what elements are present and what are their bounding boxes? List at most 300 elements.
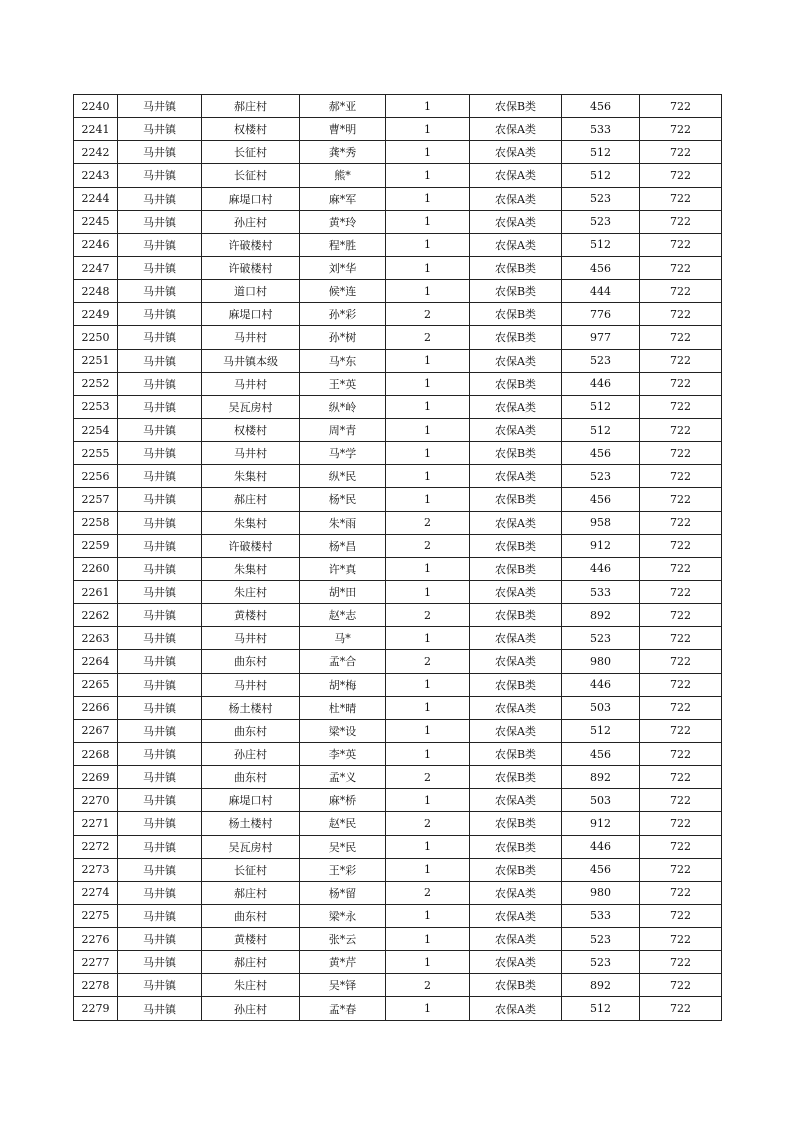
village-cell: 长征村 <box>202 858 300 881</box>
village-cell: 麻堤口村 <box>202 187 300 210</box>
insurance-category-cell: 农保A类 <box>470 997 562 1020</box>
town-cell: 马井镇 <box>118 534 202 557</box>
serial-number-cell: 2268 <box>74 742 118 765</box>
town-cell: 马井镇 <box>118 604 202 627</box>
amount-cell: 912 <box>562 534 640 557</box>
name-cell: 周*青 <box>300 418 386 441</box>
household-size-cell: 2 <box>386 881 470 904</box>
unit-cell: 722 <box>640 187 722 210</box>
table-row <box>74 372 722 395</box>
unit-cell: 722 <box>640 650 722 673</box>
insurance-category-cell: 农保B类 <box>470 442 562 465</box>
town-cell: 马井镇 <box>118 673 202 696</box>
amount-cell: 512 <box>562 395 640 418</box>
household-size-cell: 1 <box>386 418 470 441</box>
serial-number-cell: 2265 <box>74 673 118 696</box>
name-cell: 胡*梅 <box>300 673 386 696</box>
unit-cell: 722 <box>640 696 722 719</box>
unit-cell: 722 <box>640 997 722 1020</box>
amount-cell: 446 <box>562 835 640 858</box>
household-size-cell: 2 <box>386 650 470 673</box>
amount-cell: 958 <box>562 511 640 534</box>
town-cell: 马井镇 <box>118 326 202 349</box>
table-row <box>74 696 722 719</box>
household-size-cell: 1 <box>386 372 470 395</box>
table-row <box>74 974 722 997</box>
village-cell: 朱庄村 <box>202 580 300 603</box>
serial-number-cell: 2245 <box>74 210 118 233</box>
village-cell: 长征村 <box>202 164 300 187</box>
name-cell: 孙*树 <box>300 326 386 349</box>
household-size-cell: 1 <box>386 835 470 858</box>
beneficiary-table <box>73 94 722 1021</box>
unit-cell: 722 <box>640 534 722 557</box>
unit-cell: 722 <box>640 349 722 372</box>
household-size-cell: 1 <box>386 95 470 118</box>
amount-cell: 533 <box>562 580 640 603</box>
village-cell: 郝庄村 <box>202 951 300 974</box>
unit-cell: 722 <box>640 627 722 650</box>
unit-cell: 722 <box>640 673 722 696</box>
table-row <box>74 465 722 488</box>
serial-number-cell: 2256 <box>74 465 118 488</box>
village-cell: 郝庄村 <box>202 881 300 904</box>
unit-cell: 722 <box>640 95 722 118</box>
household-size-cell: 2 <box>386 511 470 534</box>
village-cell: 黄楼村 <box>202 928 300 951</box>
household-size-cell: 1 <box>386 928 470 951</box>
unit-cell: 722 <box>640 789 722 812</box>
town-cell: 马井镇 <box>118 997 202 1020</box>
unit-cell: 722 <box>640 418 722 441</box>
insurance-category-cell: 农保A类 <box>470 418 562 441</box>
name-cell: 马* <box>300 627 386 650</box>
name-cell: 胡*田 <box>300 580 386 603</box>
unit-cell: 722 <box>640 835 722 858</box>
village-cell: 马井村 <box>202 627 300 650</box>
table-row <box>74 488 722 511</box>
household-size-cell: 2 <box>386 604 470 627</box>
unit-cell: 722 <box>640 118 722 141</box>
table-row <box>74 326 722 349</box>
unit-cell: 722 <box>640 974 722 997</box>
village-cell: 道口村 <box>202 280 300 303</box>
town-cell: 马井镇 <box>118 742 202 765</box>
unit-cell: 722 <box>640 742 722 765</box>
name-cell: 许*真 <box>300 557 386 580</box>
insurance-category-cell: 农保A类 <box>470 395 562 418</box>
insurance-category-cell: 农保A类 <box>470 141 562 164</box>
unit-cell: 722 <box>640 210 722 233</box>
serial-number-cell: 2241 <box>74 118 118 141</box>
village-cell: 黄楼村 <box>202 604 300 627</box>
village-cell: 权楼村 <box>202 418 300 441</box>
table-row <box>74 789 722 812</box>
insurance-category-cell: 农保B类 <box>470 742 562 765</box>
insurance-category-cell: 农保A类 <box>470 233 562 256</box>
village-cell: 曲东村 <box>202 650 300 673</box>
insurance-category-cell: 农保B类 <box>470 858 562 881</box>
amount-cell: 523 <box>562 349 640 372</box>
table-row <box>74 187 722 210</box>
household-size-cell: 1 <box>386 256 470 279</box>
insurance-category-cell: 农保B类 <box>470 974 562 997</box>
table-row <box>74 858 722 881</box>
name-cell: 杜*晴 <box>300 696 386 719</box>
serial-number-cell: 2264 <box>74 650 118 673</box>
insurance-category-cell: 农保B类 <box>470 372 562 395</box>
household-size-cell: 1 <box>386 210 470 233</box>
village-cell: 杨土楼村 <box>202 696 300 719</box>
table-row <box>74 95 722 118</box>
name-cell: 梁*设 <box>300 719 386 742</box>
serial-number-cell: 2255 <box>74 442 118 465</box>
village-cell: 曲东村 <box>202 719 300 742</box>
household-size-cell: 2 <box>386 326 470 349</box>
town-cell: 马井镇 <box>118 118 202 141</box>
household-size-cell: 1 <box>386 557 470 580</box>
name-cell: 马*学 <box>300 442 386 465</box>
unit-cell: 722 <box>640 303 722 326</box>
serial-number-cell: 2262 <box>74 604 118 627</box>
table-row <box>74 604 722 627</box>
table-row <box>74 580 722 603</box>
table-row <box>74 395 722 418</box>
town-cell: 马井镇 <box>118 881 202 904</box>
unit-cell: 722 <box>640 395 722 418</box>
village-cell: 孙庄村 <box>202 210 300 233</box>
name-cell: 孟*春 <box>300 997 386 1020</box>
village-cell: 朱集村 <box>202 465 300 488</box>
insurance-category-cell: 农保B类 <box>470 534 562 557</box>
household-size-cell: 1 <box>386 118 470 141</box>
name-cell: 孟*义 <box>300 766 386 789</box>
village-cell: 许破楼村 <box>202 233 300 256</box>
village-cell: 长征村 <box>202 141 300 164</box>
unit-cell: 722 <box>640 256 722 279</box>
town-cell: 马井镇 <box>118 627 202 650</box>
amount-cell: 523 <box>562 951 640 974</box>
insurance-category-cell: 农保B类 <box>470 256 562 279</box>
unit-cell: 722 <box>640 442 722 465</box>
unit-cell: 722 <box>640 904 722 927</box>
amount-cell: 512 <box>562 719 640 742</box>
insurance-category-cell: 农保A类 <box>470 928 562 951</box>
village-cell: 朱集村 <box>202 511 300 534</box>
insurance-category-cell: 农保A类 <box>470 580 562 603</box>
serial-number-cell: 2278 <box>74 974 118 997</box>
village-cell: 曲东村 <box>202 904 300 927</box>
unit-cell: 722 <box>640 465 722 488</box>
table-row <box>74 881 722 904</box>
serial-number-cell: 2242 <box>74 141 118 164</box>
name-cell: 纵*岭 <box>300 395 386 418</box>
amount-cell: 446 <box>562 372 640 395</box>
household-size-cell: 1 <box>386 233 470 256</box>
insurance-category-cell: 农保A类 <box>470 349 562 372</box>
insurance-category-cell: 农保A类 <box>470 696 562 719</box>
household-size-cell: 2 <box>386 534 470 557</box>
village-cell: 麻堤口村 <box>202 789 300 812</box>
insurance-category-cell: 农保B类 <box>470 812 562 835</box>
name-cell: 吴*民 <box>300 835 386 858</box>
unit-cell: 722 <box>640 951 722 974</box>
town-cell: 马井镇 <box>118 719 202 742</box>
serial-number-cell: 2252 <box>74 372 118 395</box>
amount-cell: 456 <box>562 442 640 465</box>
household-size-cell: 2 <box>386 766 470 789</box>
household-size-cell: 1 <box>386 719 470 742</box>
table-row <box>74 349 722 372</box>
unit-cell: 722 <box>640 372 722 395</box>
amount-cell: 523 <box>562 627 640 650</box>
insurance-category-cell: 农保B类 <box>470 303 562 326</box>
table-row <box>74 650 722 673</box>
name-cell: 麻*桥 <box>300 789 386 812</box>
table-row <box>74 118 722 141</box>
household-size-cell: 1 <box>386 858 470 881</box>
serial-number-cell: 2250 <box>74 326 118 349</box>
unit-cell: 722 <box>640 141 722 164</box>
serial-number-cell: 2271 <box>74 812 118 835</box>
insurance-category-cell: 农保A类 <box>470 118 562 141</box>
name-cell: 黄*玲 <box>300 210 386 233</box>
town-cell: 马井镇 <box>118 372 202 395</box>
insurance-category-cell: 农保A类 <box>470 881 562 904</box>
name-cell: 候*连 <box>300 280 386 303</box>
village-cell: 马井村 <box>202 442 300 465</box>
table-row <box>74 627 722 650</box>
amount-cell: 503 <box>562 789 640 812</box>
serial-number-cell: 2274 <box>74 881 118 904</box>
serial-number-cell: 2248 <box>74 280 118 303</box>
name-cell: 杨*民 <box>300 488 386 511</box>
town-cell: 马井镇 <box>118 465 202 488</box>
insurance-category-cell: 农保A类 <box>470 904 562 927</box>
serial-number-cell: 2276 <box>74 928 118 951</box>
insurance-category-cell: 农保B类 <box>470 557 562 580</box>
village-cell: 吴瓦房村 <box>202 395 300 418</box>
town-cell: 马井镇 <box>118 557 202 580</box>
amount-cell: 456 <box>562 95 640 118</box>
amount-cell: 446 <box>562 673 640 696</box>
table-body <box>74 95 722 1021</box>
table-row <box>74 997 722 1020</box>
serial-number-cell: 2261 <box>74 580 118 603</box>
serial-number-cell: 2279 <box>74 997 118 1020</box>
name-cell: 郝*亚 <box>300 95 386 118</box>
town-cell: 马井镇 <box>118 789 202 812</box>
unit-cell: 722 <box>640 928 722 951</box>
serial-number-cell: 2257 <box>74 488 118 511</box>
amount-cell: 456 <box>562 488 640 511</box>
household-size-cell: 1 <box>386 904 470 927</box>
household-size-cell: 1 <box>386 488 470 511</box>
amount-cell: 446 <box>562 557 640 580</box>
town-cell: 马井镇 <box>118 580 202 603</box>
amount-cell: 533 <box>562 118 640 141</box>
serial-number-cell: 2263 <box>74 627 118 650</box>
serial-number-cell: 2277 <box>74 951 118 974</box>
unit-cell: 722 <box>640 604 722 627</box>
amount-cell: 456 <box>562 858 640 881</box>
table-row <box>74 303 722 326</box>
amount-cell: 892 <box>562 604 640 627</box>
insurance-category-cell: 农保A类 <box>470 951 562 974</box>
serial-number-cell: 2246 <box>74 233 118 256</box>
table-row <box>74 904 722 927</box>
town-cell: 马井镇 <box>118 303 202 326</box>
insurance-category-cell: 农保A类 <box>470 789 562 812</box>
amount-cell: 512 <box>562 418 640 441</box>
name-cell: 赵*民 <box>300 812 386 835</box>
name-cell: 杨*留 <box>300 881 386 904</box>
amount-cell: 512 <box>562 233 640 256</box>
serial-number-cell: 2258 <box>74 511 118 534</box>
town-cell: 马井镇 <box>118 233 202 256</box>
insurance-category-cell: 农保A类 <box>470 627 562 650</box>
serial-number-cell: 2243 <box>74 164 118 187</box>
table-row <box>74 418 722 441</box>
table-row <box>74 256 722 279</box>
insurance-category-cell: 农保A类 <box>470 164 562 187</box>
town-cell: 马井镇 <box>118 696 202 719</box>
name-cell: 杨*昌 <box>300 534 386 557</box>
town-cell: 马井镇 <box>118 835 202 858</box>
insurance-category-cell: 农保B类 <box>470 766 562 789</box>
village-cell: 朱集村 <box>202 557 300 580</box>
serial-number-cell: 2269 <box>74 766 118 789</box>
name-cell: 刘*华 <box>300 256 386 279</box>
household-size-cell: 1 <box>386 141 470 164</box>
table-row <box>74 511 722 534</box>
household-size-cell: 1 <box>386 742 470 765</box>
name-cell: 孙*彩 <box>300 303 386 326</box>
table-row <box>74 141 722 164</box>
name-cell: 张*云 <box>300 928 386 951</box>
amount-cell: 980 <box>562 881 640 904</box>
serial-number-cell: 2254 <box>74 418 118 441</box>
insurance-category-cell: 农保A类 <box>470 650 562 673</box>
unit-cell: 722 <box>640 280 722 303</box>
town-cell: 马井镇 <box>118 141 202 164</box>
unit-cell: 722 <box>640 326 722 349</box>
town-cell: 马井镇 <box>118 280 202 303</box>
unit-cell: 722 <box>640 580 722 603</box>
unit-cell: 722 <box>640 719 722 742</box>
household-size-cell: 2 <box>386 303 470 326</box>
town-cell: 马井镇 <box>118 928 202 951</box>
household-size-cell: 1 <box>386 395 470 418</box>
village-cell: 朱庄村 <box>202 974 300 997</box>
town-cell: 马井镇 <box>118 95 202 118</box>
serial-number-cell: 2270 <box>74 789 118 812</box>
household-size-cell: 1 <box>386 997 470 1020</box>
name-cell: 赵*志 <box>300 604 386 627</box>
insurance-category-cell: 农保A类 <box>470 511 562 534</box>
amount-cell: 977 <box>562 326 640 349</box>
table-row <box>74 164 722 187</box>
name-cell: 朱*雨 <box>300 511 386 534</box>
unit-cell: 722 <box>640 881 722 904</box>
name-cell: 麻*军 <box>300 187 386 210</box>
village-cell: 麻堤口村 <box>202 303 300 326</box>
unit-cell: 722 <box>640 511 722 534</box>
serial-number-cell: 2240 <box>74 95 118 118</box>
household-size-cell: 1 <box>386 349 470 372</box>
table-row <box>74 835 722 858</box>
town-cell: 马井镇 <box>118 858 202 881</box>
table-row <box>74 766 722 789</box>
town-cell: 马井镇 <box>118 904 202 927</box>
serial-number-cell: 2273 <box>74 858 118 881</box>
village-cell: 郝庄村 <box>202 488 300 511</box>
household-size-cell: 1 <box>386 673 470 696</box>
name-cell: 黄*芹 <box>300 951 386 974</box>
table-row <box>74 719 722 742</box>
insurance-category-cell: 农保B类 <box>470 488 562 511</box>
name-cell: 王*彩 <box>300 858 386 881</box>
insurance-category-cell: 农保B类 <box>470 604 562 627</box>
household-size-cell: 2 <box>386 974 470 997</box>
household-size-cell: 1 <box>386 580 470 603</box>
village-cell: 孙庄村 <box>202 742 300 765</box>
unit-cell: 722 <box>640 488 722 511</box>
table-row <box>74 928 722 951</box>
table-row <box>74 557 722 580</box>
town-cell: 马井镇 <box>118 349 202 372</box>
name-cell: 曹*明 <box>300 118 386 141</box>
amount-cell: 523 <box>562 210 640 233</box>
town-cell: 马井镇 <box>118 210 202 233</box>
serial-number-cell: 2272 <box>74 835 118 858</box>
insurance-category-cell: 农保A类 <box>470 465 562 488</box>
insurance-category-cell: 农保B类 <box>470 673 562 696</box>
name-cell: 龚*秀 <box>300 141 386 164</box>
village-cell: 马井镇本级 <box>202 349 300 372</box>
town-cell: 马井镇 <box>118 511 202 534</box>
amount-cell: 456 <box>562 742 640 765</box>
town-cell: 马井镇 <box>118 766 202 789</box>
household-size-cell: 1 <box>386 442 470 465</box>
amount-cell: 512 <box>562 997 640 1020</box>
amount-cell: 512 <box>562 141 640 164</box>
unit-cell: 722 <box>640 858 722 881</box>
name-cell: 孟*合 <box>300 650 386 673</box>
table-row <box>74 233 722 256</box>
table-row <box>74 951 722 974</box>
amount-cell: 892 <box>562 974 640 997</box>
amount-cell: 503 <box>562 696 640 719</box>
village-cell: 杨土楼村 <box>202 812 300 835</box>
household-size-cell: 1 <box>386 465 470 488</box>
insurance-category-cell: 农保A类 <box>470 187 562 210</box>
serial-number-cell: 2267 <box>74 719 118 742</box>
household-size-cell: 1 <box>386 627 470 650</box>
insurance-category-cell: 农保A类 <box>470 719 562 742</box>
amount-cell: 512 <box>562 164 640 187</box>
amount-cell: 456 <box>562 256 640 279</box>
insurance-category-cell: 农保B类 <box>470 835 562 858</box>
village-cell: 吴瓦房村 <box>202 835 300 858</box>
town-cell: 马井镇 <box>118 164 202 187</box>
amount-cell: 444 <box>562 280 640 303</box>
name-cell: 王*英 <box>300 372 386 395</box>
insurance-category-cell: 农保B类 <box>470 326 562 349</box>
name-cell: 吴*铎 <box>300 974 386 997</box>
name-cell: 熊* <box>300 164 386 187</box>
table-row <box>74 812 722 835</box>
